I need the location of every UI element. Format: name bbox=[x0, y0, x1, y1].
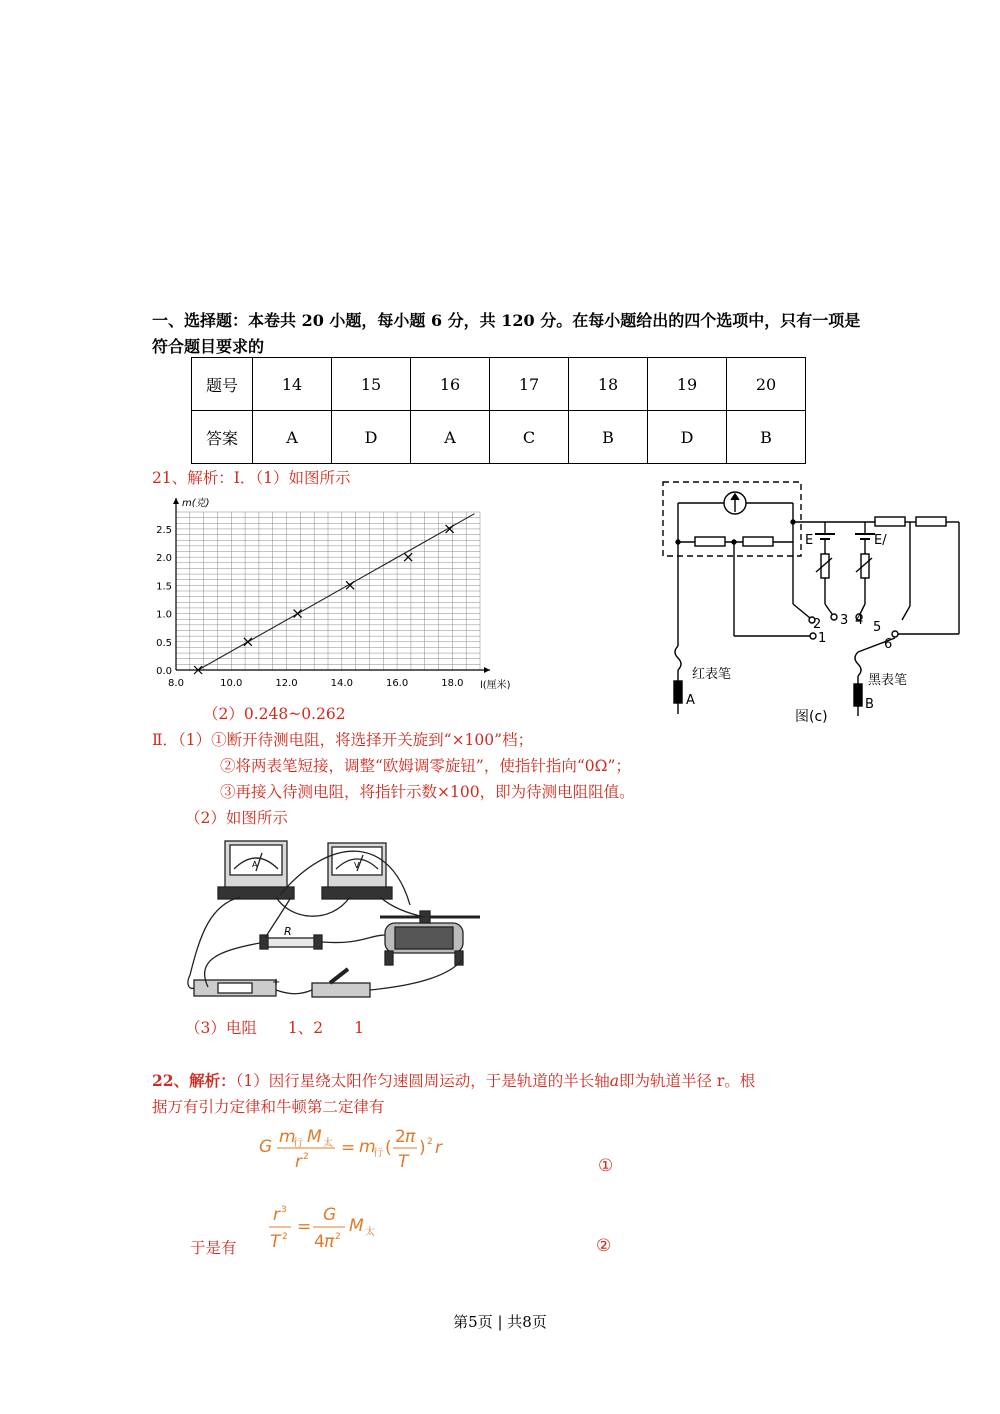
svg-text:2: 2 bbox=[282, 1232, 288, 1242]
switch-icon bbox=[312, 969, 370, 997]
q21-part2-4: （2）如图所示 bbox=[185, 809, 288, 827]
y-tick-label: 0.0 bbox=[156, 666, 172, 677]
black-probe-icon bbox=[854, 684, 862, 706]
equation-1 bbox=[255, 1122, 455, 1174]
resistor-icon bbox=[743, 537, 773, 546]
red-probe-icon bbox=[674, 681, 682, 703]
q22-prefix2: 于是有 bbox=[190, 1239, 237, 1257]
table-cell: A bbox=[411, 411, 490, 464]
table-cell: D bbox=[648, 411, 727, 464]
chart-marks bbox=[194, 514, 474, 674]
svg-text:m: m bbox=[279, 1127, 296, 1147]
svg-text:2: 2 bbox=[303, 1152, 309, 1162]
svg-text:3: 3 bbox=[281, 1205, 287, 1215]
x-tick-label: 16.0 bbox=[385, 678, 409, 689]
table-cell: 18 bbox=[569, 358, 648, 411]
q22-text1: （1）因行星绕太阳作匀速圆周运动，于是轨道的半长轴 bbox=[235, 1072, 610, 1090]
table-cell: B bbox=[569, 411, 648, 464]
q21-part2-2: ②将两表笔短接，调整“欧姆调零旋钮”，使指针指向“0Ω”； bbox=[220, 757, 631, 775]
x-tick-label: 8.0 bbox=[168, 678, 184, 689]
circuit-diagram-c bbox=[650, 476, 980, 726]
q22-text1b: 即为轨道半径 r。根 bbox=[618, 1072, 756, 1090]
x-axis-arrow bbox=[484, 667, 490, 673]
q21-part2-3: ③再接入待测电阻，将指针示数×100，即为待测电阻阻值。 bbox=[220, 783, 635, 801]
y-axis-arrow bbox=[173, 498, 179, 504]
label-e: E bbox=[805, 533, 814, 548]
equation-2-mark: ② bbox=[596, 1236, 612, 1256]
svg-text:行: 行 bbox=[293, 1138, 303, 1149]
y-tick-label: 0.5 bbox=[156, 637, 172, 649]
table-answer-label: 答案 bbox=[192, 411, 253, 464]
terminal-5: 5 bbox=[873, 620, 882, 635]
svg-text:行: 行 bbox=[373, 1148, 383, 1159]
table-cell: 16 bbox=[411, 358, 490, 411]
figure-caption: 图(c) bbox=[795, 709, 828, 725]
ammeter-icon bbox=[218, 841, 294, 899]
x-tick-label: 14.0 bbox=[330, 678, 353, 689]
svg-text:2: 2 bbox=[427, 1137, 433, 1147]
chart-axes bbox=[156, 498, 490, 689]
red-probe-label: 红表笔 bbox=[692, 667, 732, 682]
svg-text:r: r bbox=[435, 1138, 442, 1158]
q22-text2: 据万有引力定律和牛顿第二定律有 bbox=[152, 1098, 385, 1116]
q22-line1 bbox=[152, 1070, 755, 1092]
svg-text:T: T bbox=[398, 1152, 409, 1172]
resistor-r-icon bbox=[260, 925, 322, 949]
section-title: 一、选择题：本卷共 20 小题，每小题 6 分，共 120 分。在每小题给出的四个选项中，只有一项是符合题目要求的 bbox=[152, 311, 861, 356]
svg-text:r: r bbox=[273, 1205, 280, 1225]
svg-text:2: 2 bbox=[395, 1127, 406, 1147]
table-cell: C bbox=[490, 411, 569, 464]
probe-a-label: A bbox=[686, 693, 695, 708]
svg-text:2: 2 bbox=[335, 1232, 341, 1242]
equation-2 bbox=[265, 1200, 395, 1256]
svg-text:G: G bbox=[323, 1205, 337, 1225]
y-tick-label: 2.5 bbox=[156, 524, 172, 536]
q21-heading: 21、解析：Ⅰ．（1）如图所示 bbox=[152, 469, 351, 487]
svg-text:V: V bbox=[354, 861, 360, 870]
svg-text:+: + bbox=[272, 977, 281, 988]
table-cell: B bbox=[727, 411, 806, 464]
svg-text:M: M bbox=[349, 1216, 364, 1236]
resistor-icon bbox=[875, 517, 905, 526]
y-axis-label: m(克) bbox=[182, 498, 210, 509]
table-cell: 14 bbox=[253, 358, 332, 411]
rheostat-icon bbox=[380, 911, 480, 965]
terminal-1: 1 bbox=[818, 631, 827, 646]
svg-text:A: A bbox=[252, 860, 258, 869]
svg-text:M: M bbox=[307, 1127, 322, 1147]
svg-text:r: r bbox=[295, 1152, 302, 1172]
q21-answer2: （2）0.248~0.262 bbox=[203, 705, 346, 723]
resistor-icon bbox=[916, 517, 946, 526]
svg-text:π: π bbox=[405, 1127, 416, 1147]
q21-part2-5: （3）电阻 1、2 1 bbox=[185, 1019, 364, 1037]
table-row bbox=[192, 411, 806, 464]
terminal-2: 2 bbox=[813, 617, 822, 632]
svg-text:R: R bbox=[284, 925, 292, 938]
svg-text:): ) bbox=[419, 1138, 426, 1158]
table-cell: D bbox=[332, 411, 411, 464]
table-cell: A bbox=[253, 411, 332, 464]
svg-text:G: G bbox=[259, 1137, 273, 1157]
resistor-icon bbox=[695, 537, 725, 546]
x-tick-label: 12.0 bbox=[275, 678, 298, 689]
y-tick-label: 1.5 bbox=[156, 581, 172, 593]
svg-text:太: 太 bbox=[323, 1138, 333, 1149]
x-axis-label: l(厘米) bbox=[480, 680, 511, 691]
page-footer: 第5页 | 共8页 bbox=[453, 1313, 547, 1331]
x-tick-label: 10.0 bbox=[220, 678, 243, 689]
table-cell: 19 bbox=[648, 358, 727, 411]
probe-b-label: B bbox=[865, 697, 874, 712]
svg-text:π: π bbox=[324, 1232, 335, 1252]
svg-text:T: T bbox=[270, 1232, 281, 1252]
svg-text:=: = bbox=[297, 1217, 312, 1237]
label-e-prime: E/ bbox=[874, 533, 887, 548]
table-cell: 20 bbox=[727, 358, 806, 411]
table-cell: 15 bbox=[332, 358, 411, 411]
table-row bbox=[192, 358, 806, 411]
svg-text:太: 太 bbox=[365, 1227, 375, 1238]
terminal-6: 6 bbox=[884, 637, 893, 652]
svg-text:(: ( bbox=[385, 1138, 392, 1158]
equation-1-mark: ① bbox=[598, 1156, 614, 1176]
battery-icon bbox=[194, 977, 280, 996]
svg-text:=: = bbox=[341, 1138, 356, 1158]
svg-text:m: m bbox=[359, 1137, 376, 1157]
terminal-3: 3 bbox=[840, 613, 849, 628]
y-tick-label: 1.0 bbox=[156, 609, 172, 621]
q21-part2-1: Ⅱ．（1）①断开待测电阻，将选择开关旋到“×100”档； bbox=[152, 731, 534, 749]
svg-text:4: 4 bbox=[314, 1232, 325, 1252]
terminal-4: 4 bbox=[855, 613, 864, 628]
m-vs-l-chart bbox=[150, 494, 540, 699]
black-probe-label: 黑表笔 bbox=[868, 673, 908, 688]
q22-heading: 22、解析： bbox=[152, 1071, 236, 1090]
answer-table bbox=[191, 357, 806, 464]
fit-line bbox=[198, 514, 474, 670]
q22-var-a: a bbox=[609, 1072, 619, 1090]
table-header-label: 题号 bbox=[192, 358, 253, 411]
x-tick-label: 18.0 bbox=[441, 678, 464, 689]
y-tick-label: 2.0 bbox=[156, 553, 172, 565]
chart-grid bbox=[176, 512, 480, 670]
table-cell: 17 bbox=[490, 358, 569, 411]
apparatus-diagram bbox=[180, 835, 485, 1005]
